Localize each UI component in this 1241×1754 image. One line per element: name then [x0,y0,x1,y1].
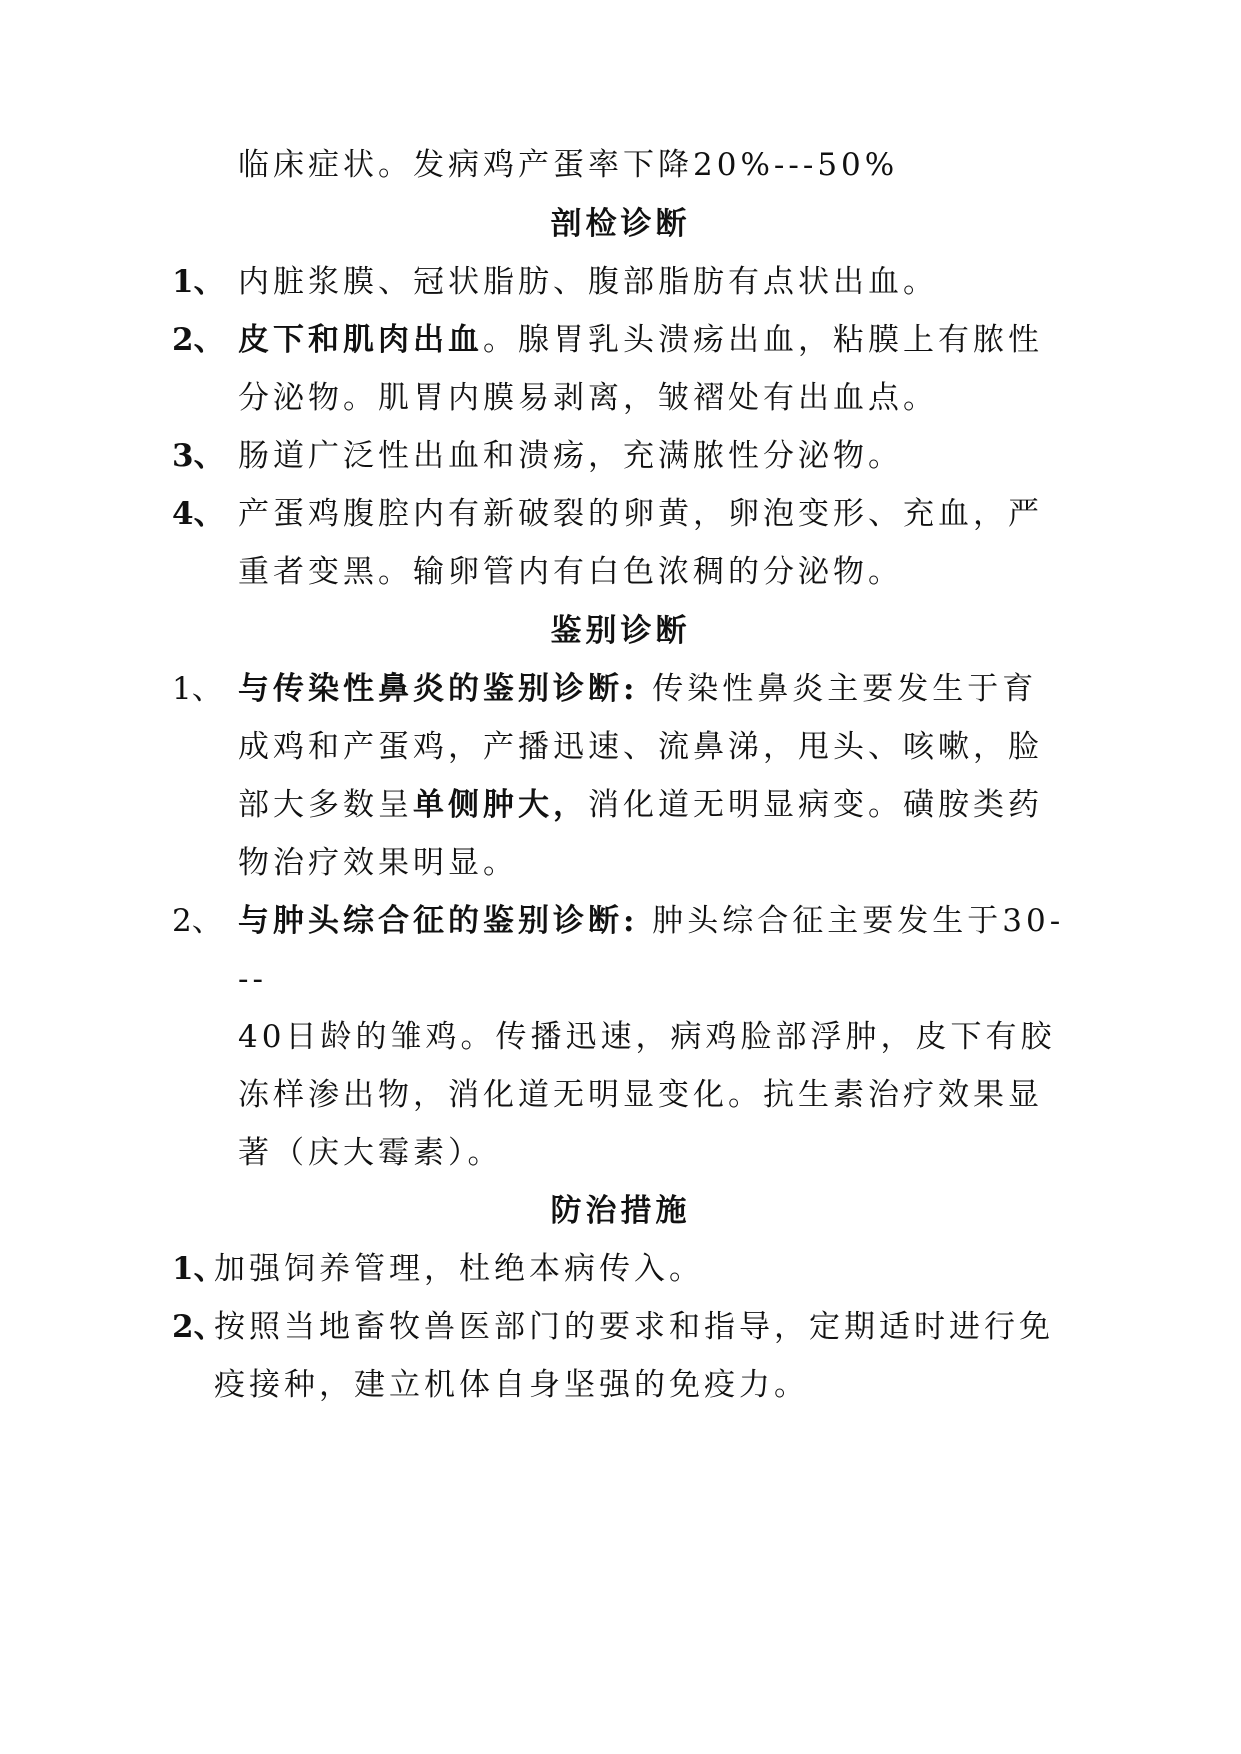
autopsy-item-4-line-2: 重者变黑。输卵管内有白色浓稠的分泌物。 [238,554,903,590]
autopsy-item-2-line-2: 分泌物。肌胃内膜易剥离，皱褶处有出血点。 [238,380,938,416]
prevention-item-1-number: 1、 [172,1251,225,1287]
differential-item-2-line-1 [238,901,1064,941]
symptoms-continuation-line: 临床症状。发病鸡产蛋率下降20%---50% [238,147,899,183]
differential-item-1-line-3-bold: 单侧肿大， [413,787,588,823]
prevention-item-2-number: 2、 [172,1309,225,1345]
autopsy-item-2-line-1 [238,320,1043,360]
autopsy-item-4-line-1: 产蛋鸡腹腔内有新破裂的卵黄，卵泡变形、充血，严 [238,496,1043,532]
autopsy-item-4-number: 4、 [172,496,225,532]
differential-item-2-rest: 肿头综合征主要发生于30- [638,903,1065,939]
autopsy-item-1-text: 内脏浆膜、冠状脂肪、腹部脂肪有点状出血。 [238,264,938,300]
section-heading-autopsy: 剖检诊断 [550,206,691,242]
differential-item-1-line-2: 成鸡和产蛋鸡，产播迅速、流鼻涕，甩头、咳嗽，脸 [238,729,1043,765]
differential-item-2-number: 2、 [172,903,223,939]
autopsy-item-1-number: 1、 [172,264,225,300]
autopsy-item-3-number: 3、 [172,438,225,474]
differential-item-2-line-3: 40日龄的雏鸡。传播迅速，病鸡脸部浮肿，皮下有胶 [238,1019,1056,1055]
differential-item-1-number: 1、 [172,671,223,707]
section-heading-prevention: 防治措施 [550,1193,691,1229]
differential-item-1-rest: 传染性鼻炎主要发生于育 [638,671,1038,707]
differential-item-2-line-5: 著（庆大霉素）。 [238,1135,503,1171]
differential-item-1-line-3 [238,785,1043,825]
autopsy-item-3-text: 肠道广泛性出血和溃疡，充满脓性分泌物。 [238,438,903,474]
autopsy-item-2-rest: 。腺胃乳头溃疡出血，粘膜上有脓性 [483,322,1043,358]
autopsy-item-2-bold-lead: 皮下和肌肉出血 [238,322,483,358]
differential-item-1-line-1 [238,669,1037,709]
prevention-item-2-line-1: 按照当地畜牧兽医部门的要求和指导，定期适时进行免 [214,1309,1054,1345]
differential-item-1-line-3-pre: 部大多数呈 [238,787,413,823]
section-heading-differential: 鉴别诊断 [550,613,691,649]
differential-item-2-line-4: 冻样渗出物，消化道无明显变化。抗生素治疗效果显 [238,1077,1043,1113]
differential-item-1-line-3-post: 消化道无明显病变。磺胺类药 [588,787,1043,823]
differential-item-1-bold-lead: 与传染性鼻炎的鉴别诊断: [238,671,639,707]
differential-item-2-line-2: -- [238,961,267,997]
differential-item-1-line-4: 物治疗效果明显。 [238,845,518,881]
prevention-item-1-text: 加强饲养管理，杜绝本病传入。 [214,1251,704,1287]
differential-item-2-bold-lead: 与肿头综合征的鉴别诊断: [238,903,639,939]
prevention-item-2-line-2: 疫接种，建立机体自身坚强的免疫力。 [214,1367,809,1403]
autopsy-item-2-number: 2、 [172,322,225,358]
